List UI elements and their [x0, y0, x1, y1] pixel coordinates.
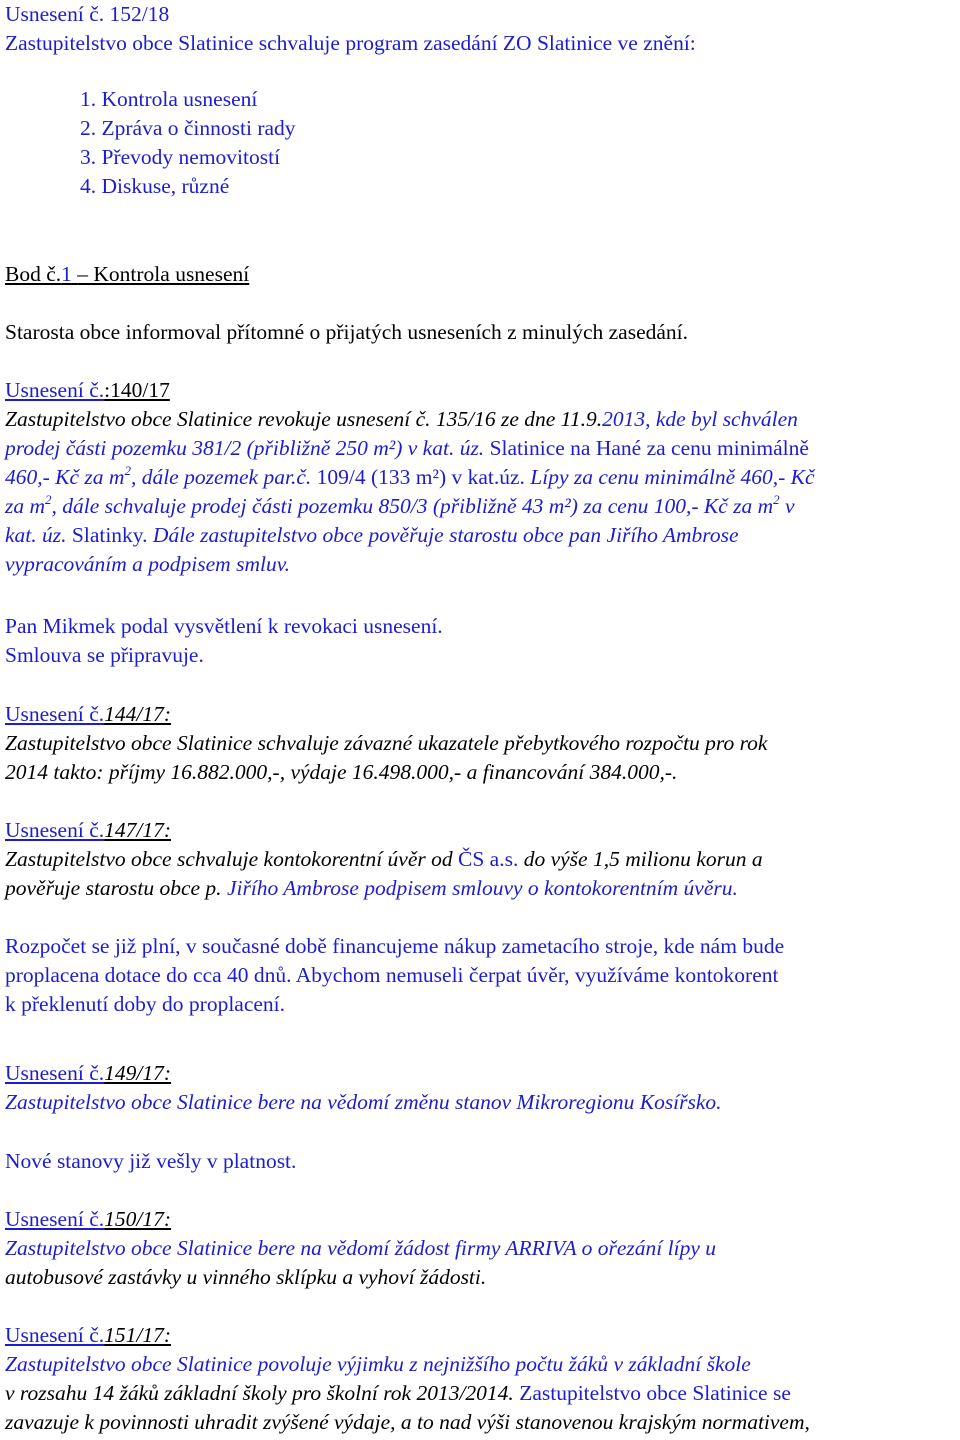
- resolution-line: v rozsahu 14 žáků základní školy pro školní rok 2013/2014. Zastupitelstvo obce Slatinice se: [5, 1381, 791, 1405]
- resolution-line: prodej části pozemku 381/2 (přibližně 250 m²) v kat. úz. Slatinice na Hané za cenu minimálně: [5, 436, 809, 460]
- agenda-item: 4. Diskuse, různé: [80, 174, 230, 198]
- resolution-label: Usnesení č.151/17:: [5, 1323, 172, 1347]
- resolution-line: Zastupitelstvo obce Slatinice bere na vědomí změnu stanov Mikroregionu Kosířsko.: [5, 1090, 722, 1114]
- paragraph-line: k překlenutí doby do proplacení.: [5, 992, 286, 1016]
- resolution-line: Zastupitelstvo obce Slatinice bere na vědomí žádost firmy ARRIVA o ořezání lípy u: [5, 1236, 716, 1260]
- agenda-list: [5, 85, 955, 201]
- resolution-label: Usnesení č.147/17:: [5, 818, 172, 842]
- paragraph-line: proplacena dotace do cca 40 dnů. Abychom nemuseli čerpat úvěr, využíváme kontokorent: [5, 963, 779, 987]
- resolution-line: kat. úz. Slatinky. Dále zastupitelstvo obce pověřuje starostu obce pan Jiřího Ambrose: [5, 523, 739, 547]
- paragraph-line: Smlouva se připravuje.: [5, 643, 204, 667]
- paragraph-line: Pan Mikmek podal vysvětlení k revokaci usnesení.: [5, 614, 443, 638]
- resolution-line: zavazuje k povinnosti uhradit zvýšené výdaje, a to nad výši stanovenou krajským normativem,: [5, 1410, 810, 1434]
- bod-title: – Kontrola usnesení: [77, 262, 250, 286]
- resolution-label: Usnesení č.149/17:: [5, 1061, 172, 1085]
- bod-1-heading: [5, 260, 955, 289]
- resolution-line: 2014 takto: příjmy 16.882.000,-, výdaje 16.498.000,- a financování 384.000,-.: [5, 760, 678, 784]
- agenda-item: 1. Kontrola usnesení: [80, 87, 258, 111]
- resolution-line: 460,- Kč za $m^2$, dále pozemek par.č. 109/4 (133 m²) v kat.úz. Lípy za cenu minimálně 460,- Kč: [5, 463, 815, 489]
- resolution-line: Zastupitelstvo obce Slatinice povoluje výjimku z nejnižšího počtu žáků v základní škole: [5, 1352, 751, 1376]
- agenda-item: 2. Zpráva o činnosti rady: [80, 116, 296, 140]
- bod-1-text: [5, 318, 955, 347]
- resolution-title: Usnesení č. 152/18: [5, 2, 170, 26]
- resolution-140: [5, 376, 955, 579]
- resolution-line: pověřuje starostu obce p. Jiřího Ambrose podpisem smlouvy o kontokorentním úvěru.: [5, 876, 738, 900]
- bod-prefix: Bod č.: [5, 262, 62, 286]
- paragraph-line: Rozpočet se již plní, v současné době financujeme nákup zametacího stroje, kde nám bude: [5, 934, 785, 958]
- paragraph-line: Nové stanovy již vešly v platnost.: [5, 1149, 297, 1173]
- agenda-item: 3. Převody nemovitostí: [80, 145, 281, 169]
- resolution-149: [5, 1059, 955, 1117]
- resolution-150: [5, 1205, 955, 1292]
- resolution-line: vypracováním a podpisem smluv.: [5, 552, 291, 576]
- resolution-line: za $m^2$, dále schvaluje prodej části pozemku 850/3 (přibližně 43 m²) za cenu 100,- Kč za $m^2$ v: [5, 492, 795, 518]
- resolution-144: [5, 700, 955, 787]
- resolution-label: Usnesení č.144/17:: [5, 702, 172, 726]
- bod-number: 1: [61, 262, 72, 286]
- resolution-line: Zastupitelstvo obce Slatinice schvaluje závazné ukazatele přebytkového rozpočtu pro rok: [5, 731, 768, 755]
- resolution-label: Usnesení č.:140/17: [5, 378, 170, 402]
- resolution-line: autobusové zastávky u vinného sklípku a vyhoví žádosti.: [5, 1265, 487, 1289]
- resolution-line: Zastupitelstvo obce Slatinice revokuje usnesení č. 135/16 ze dne 11.9.2013, kde byl schválen: [5, 407, 798, 431]
- note-140: [5, 612, 955, 670]
- resolution-151: [5, 1321, 955, 1437]
- resolution-147: [5, 816, 955, 903]
- note-149: [5, 1147, 955, 1176]
- bod-1-section: [5, 260, 955, 289]
- resolution-line: Zastupitelstvo obce schvaluje kontokorentní úvěr od ČS a.s. do výše 1,5 milionu korun a: [5, 847, 763, 871]
- resolution-152-header: [5, 0, 955, 58]
- paragraph-line: Starosta obce informoval přítomné o přijatých usneseních z minulých zasedání.: [5, 320, 689, 344]
- budget-paragraph: [5, 932, 955, 1019]
- resolution-subtitle: Zastupitelstvo obce Slatinice schvaluje program zasedání ZO Slatinice ve znění:: [5, 31, 696, 55]
- resolution-label: Usnesení č.150/17:: [5, 1207, 172, 1231]
